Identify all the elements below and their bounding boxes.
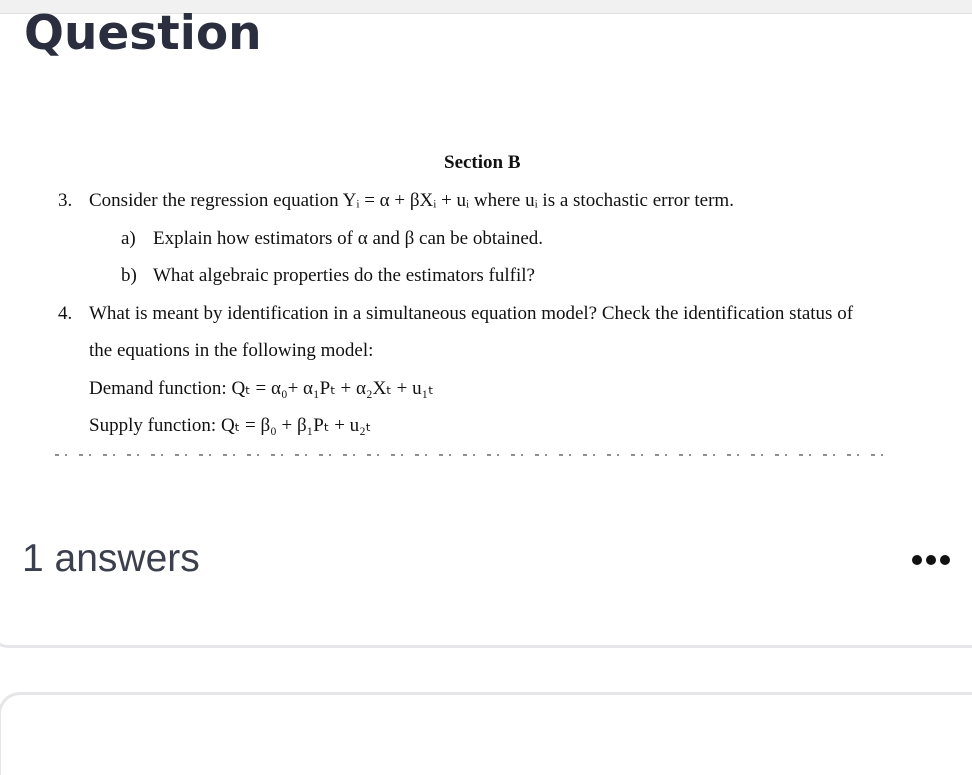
cropped-text-line — [55, 452, 885, 458]
q3-number: 3. — [58, 190, 73, 211]
question-image — [0, 120, 972, 465]
more-dots-icon[interactable] — [912, 550, 968, 570]
q3b-text: What algebraic properties do the estimators fulfil? — [153, 265, 535, 286]
card-bottom-edge — [0, 615, 972, 648]
answers-count: 1 answers — [22, 537, 200, 580]
q3-text: Consider the regression equation Yᵢ = α + βXᵢ + uᵢ where uᵢ is a stochastic error term. — [89, 190, 734, 211]
q4-demand: Demand function: Qₜ = α₀+ α₁Pₜ + α₂Xₜ + u₁ₜ — [89, 378, 434, 399]
q4-line1: What is meant by identification in a simultaneous equation model? Check the identification status of — [89, 303, 854, 324]
page-title: Question — [24, 6, 262, 61]
q3a-label: a) — [121, 228, 136, 249]
q4-supply: Supply function: Qₜ = β₀ + β₁Pₜ + u₂ₜ — [89, 415, 372, 436]
section-heading: Section B — [444, 152, 521, 173]
q4-line2: the equations in the following model: — [89, 340, 374, 361]
q4-number: 4. — [58, 303, 73, 324]
q3b-label: b) — [121, 265, 137, 286]
q3a-text: Explain how estimators of α and β can be obtained. — [153, 228, 544, 249]
answer-card — [0, 692, 972, 775]
